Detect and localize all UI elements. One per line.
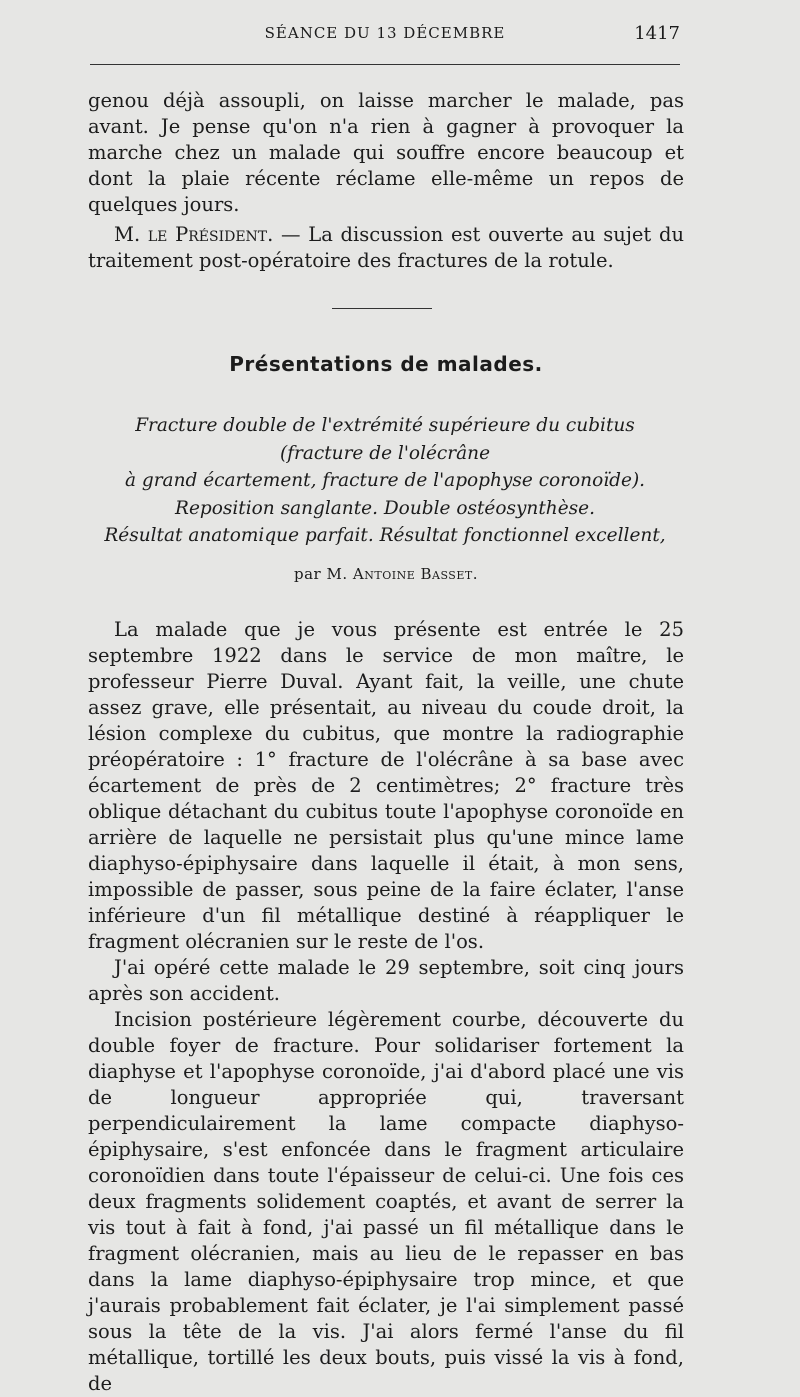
byline-prefix: par M. [294, 565, 353, 583]
subtitle-line: (fracture de l'olécrâne [279, 442, 491, 464]
byline [88, 565, 684, 583]
section-title: Présentations de malades. [229, 352, 543, 376]
subtitle-line: à grand écartement, fracture de l'apophyse coronoïde). [124, 470, 646, 491]
speaker-text: — La discussion est ouverte au sujet du traitement post-opératoire des fractures de la rotule. [88, 223, 685, 272]
header-rule [90, 64, 680, 65]
subtitle-line: Reposition sanglante. Double ostéosynthèse. [175, 497, 595, 519]
body-paragraph: Incision postérieure légèrement courbe, découverte du double foyer de fracture. Pour solidariser fortement la diaphyse et l'apophyse coronoïde, j'ai d'abord placé une vis de longueur appropriée qui, traversant perpendiculairement la lame compacte diaphyso-épiphysaire, s'est enfoncée dans le fragment articulaire coronoïdien dans toute l'épaisseur de celui-ci. Une fois ces deux fragments solidement coaptés, et avant de serrer la vis tout à fait à fond, j'ai passé un fil métallique dans le fragment olécranien, mais au lieu de le repasser en bas dans la lame diaphyso-épiphysaire trop mince, et que j'aurais probablement fait éclater, je l'ai simplement passé sous la tête de la vis. J'ai alors fermé l'anse du fil métallique, tortillé les deux bouts, puis vissé la vis à fond, de [88, 1008, 684, 1395]
page-header [90, 24, 680, 48]
section-divider [332, 308, 432, 309]
paragraph-text: genou déjà assoupli, on laisse marcher le malade, pas avant. Je pense qu'on n'a rien à gagner à provoquer la marche chez un malade qui souffre encore beaucoup et dont la plaie récente réclame elle-même un repos de quelques jours. [88, 89, 684, 216]
article-subtitle [100, 412, 670, 550]
body-paragraph: J'ai opéré cette malade le 29 septembre, soit cinq jours après son accident. [88, 956, 684, 1005]
subtitle-line: Résultat anatomique parfait. Résultat fonctionnel excellent, [104, 525, 666, 546]
paragraph-president [88, 222, 684, 274]
subtitle-line: Fracture double de l'extrémité supérieure du cubitus [135, 415, 635, 436]
paragraph-text [88, 222, 684, 274]
paragraph-continuation [88, 88, 684, 218]
speaker-name: M. le Président. [114, 223, 274, 246]
article-body [88, 617, 684, 1397]
body-paragraph: La malade que je vous présente est entrée le 25 septembre 1922 dans le service de mon maître, le professeur Pierre Duval. Ayant fait, la veille, une chute assez grave, elle présentait, au niveau du coude droit, la lésion complexe du cubitus, que montre la radiographie préopératoire : 1° fracture de l'olécrâne à sa base avec écartement de près de 2 centimètres; 2° fracture très oblique détachant du cubitus toute l'apophyse coronoïde en arrière de laquelle ne persistait plus qu'une mince lame diaphyso-épiphysaire dans laquelle il était, à mon sens, impossible de passer, sous peine de la faire éclater, l'anse inférieure d'un fil métallique destiné à réappliquer le fragment olécranien sur le reste de l'os. [88, 618, 684, 953]
running-head: SÉANCE DU 13 DÉCEMBRE [264, 24, 506, 42]
byline-author: Antoine Basset. [352, 565, 478, 583]
page-number: 1417 [634, 23, 680, 44]
